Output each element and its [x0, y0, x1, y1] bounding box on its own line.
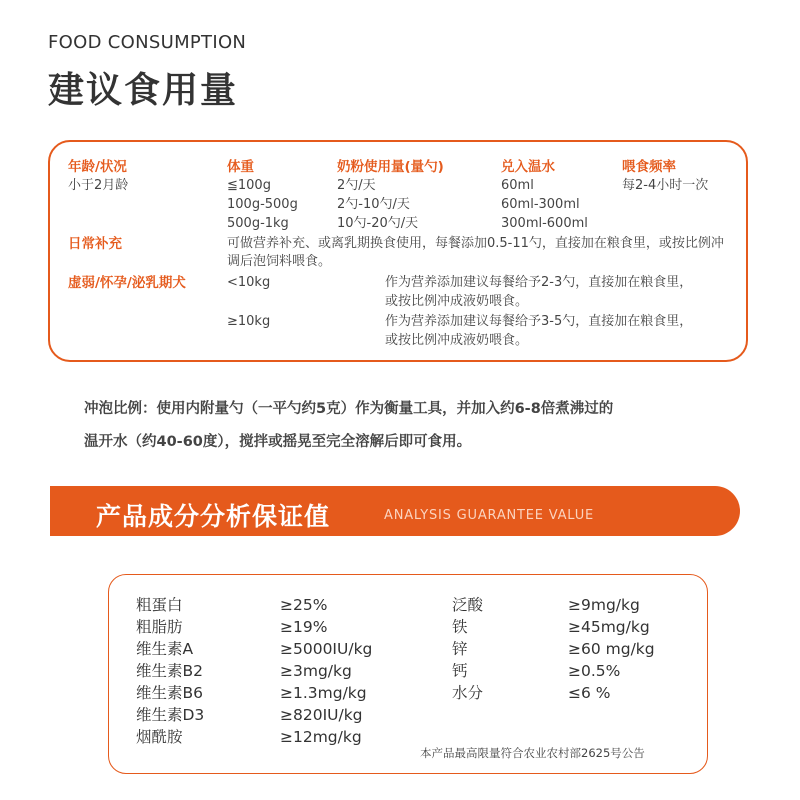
weight-cell: 100g-500g — [227, 197, 298, 212]
nutrient-name: 泛酸 — [452, 596, 484, 614]
weak-advice-line: 作为营养添加建议每餐给予2-3勺，直接加在粮食里， — [385, 275, 693, 290]
nutrient-value: ≥25% — [280, 596, 328, 614]
weight-cell: ≦100g — [227, 178, 271, 193]
nutrient-value: ≥12mg/kg — [280, 728, 362, 746]
header-en-title: FOOD CONSUMPTION — [48, 32, 247, 53]
daily-supplement-text: 可做营养补充、或离乳期换食使用，每餐添加0.5-11勺，直接加在粮食里，或按比例冲调后泡饲料喂食。 — [227, 236, 724, 269]
col-header-age: 年龄/状况 — [68, 159, 127, 175]
nutrient-value: ≥19% — [280, 618, 328, 636]
nutrient-name: 维生素A — [136, 640, 194, 658]
scoops-cell: 2勺-10勺/天 — [337, 197, 410, 212]
daily-supplement-label: 日常补充 — [68, 236, 122, 252]
weight-cell: 500g-1kg — [227, 216, 289, 231]
nutrient-name: 粗脂肪 — [136, 618, 183, 636]
age-cell: 小于2月龄 — [68, 178, 129, 193]
nutrient-value: ≥0.5% — [568, 662, 621, 680]
nutrient-value: ≥3mg/kg — [280, 662, 352, 680]
nutrient-value: ≥5000IU/kg — [280, 640, 373, 658]
nutrient-name: 维生素B6 — [136, 684, 203, 702]
weak-pregnant-label: 虚弱/怀孕/泌乳期犬 — [68, 275, 186, 291]
col-header-water: 兑入温水 — [501, 159, 555, 175]
nutrient-name: 水分 — [452, 684, 484, 702]
nutrient-value: ≥9mg/kg — [568, 596, 640, 614]
nutrient-name: 烟酰胺 — [136, 728, 183, 746]
nutrient-value: ≥1.3mg/kg — [280, 684, 367, 702]
nutrient-name: 粗蛋白 — [136, 596, 183, 614]
scoops-cell: 10勺-20勺/天 — [337, 216, 419, 231]
nutrient-name: 钙 — [452, 662, 468, 680]
scoops-cell: 2勺/天 — [337, 178, 376, 193]
frequency-cell: 每2-4小时一次 — [622, 178, 709, 193]
weak-advice-line: 或按比例冲成液奶喂食。 — [385, 294, 529, 309]
nutrient-value: ≥45mg/kg — [568, 618, 650, 636]
banner-title: 产品成分分析保证值 — [96, 502, 331, 531]
weak-weight-cell: <10kg — [227, 275, 271, 290]
water-cell: 60ml — [501, 178, 534, 193]
nutrient-name: 维生素B2 — [136, 662, 203, 680]
banner-subtitle: ANALYSIS GUARANTEE VALUE — [384, 508, 595, 523]
weak-advice-line: 或按比例冲成液奶喂食。 — [385, 333, 529, 348]
nutrient-value: ≥820IU/kg — [280, 706, 363, 724]
water-cell: 300ml-600ml — [501, 216, 588, 231]
col-header-frequency: 喂食频率 — [622, 159, 676, 175]
nutrient-value: ≤6 % — [568, 684, 611, 702]
nutrient-name: 维生素D3 — [136, 706, 205, 724]
col-header-scoops: 奶粉使用量(量勺) — [337, 159, 444, 175]
regulation-footnote: 本产品最高限量符合农业农村部2625号公告 — [420, 746, 645, 760]
page-title: 建议食用量 — [48, 70, 239, 111]
preparation-line-1: 冲泡比例：使用内附量勺（一平勺约5克）作为衡量工具，并加入约6-8倍煮沸过的 — [84, 401, 614, 417]
nutrient-value: ≥60 mg/kg — [568, 640, 655, 658]
preparation-line-2: 温开水（约40-60度），搅拌或摇晃至完全溶解后即可食用。 — [84, 434, 472, 450]
weak-advice-line: 作为营养添加建议每餐给予3-5勺，直接加在粮食里， — [385, 314, 693, 329]
nutrient-name: 铁 — [452, 618, 468, 636]
water-cell: 60ml-300ml — [501, 197, 580, 212]
nutrient-name: 锌 — [452, 640, 468, 658]
col-header-weight: 体重 — [227, 159, 254, 175]
weak-weight-cell: ≥10kg — [227, 314, 271, 329]
